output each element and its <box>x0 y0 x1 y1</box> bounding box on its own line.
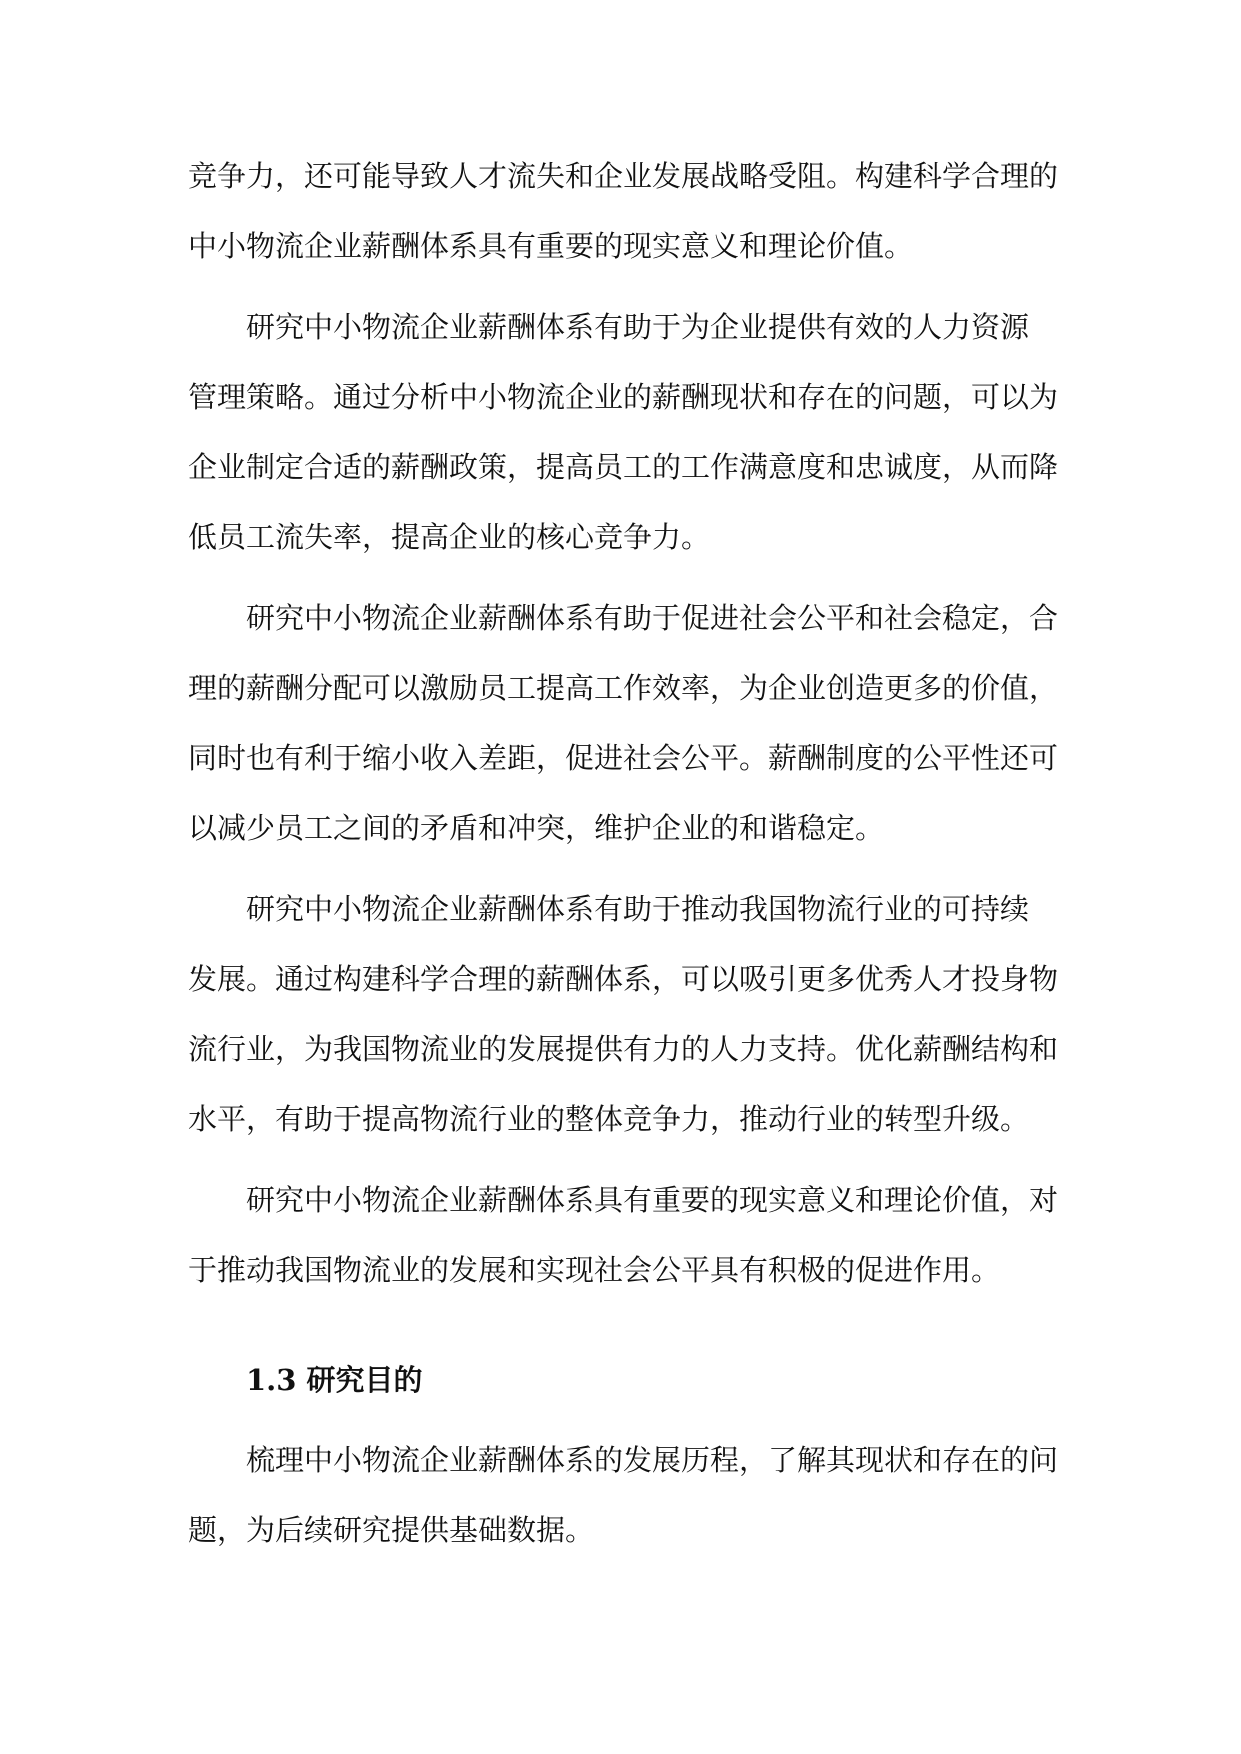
text-line: 流行业，为我国物流业的发展提供有力的人力支持。优化薪酬结构和 <box>188 1032 1059 1066</box>
paragraph <box>188 874 1060 1154</box>
section-gap <box>188 1411 1060 1425</box>
text-line: 研究中小物流企业薪酬体系有助于促进社会公平和社会稳定，合 <box>246 601 1059 635</box>
paragraph <box>188 1425 1060 1565</box>
text-line: 企业制定合适的薪酬政策，提高员工的工作满意度和忠诚度，从而降 <box>188 450 1059 484</box>
text-line: 管理策略。通过分析中小物流企业的薪酬现状和存在的问题，可以为 <box>188 380 1059 414</box>
paragraph-gap <box>188 1154 1060 1165</box>
paragraph <box>188 292 1060 572</box>
section-heading: 1.3 研究目的 <box>246 1363 423 1397</box>
text-line: 梳理中小物流企业薪酬体系的发展历程，了解其现状和存在的问 <box>246 1443 1059 1477</box>
text-line: 发展。通过构建科学合理的薪酬体系，可以吸引更多优秀人才投身物 <box>188 962 1059 996</box>
text-line: 理的薪酬分配可以激励员工提高工作效率，为企业创造更多的价值， <box>188 671 1059 705</box>
text-line: 同时也有利于缩小收入差距，促进社会公平。薪酬制度的公平性还可 <box>188 741 1059 775</box>
text-line: 水平，有助于提高物流行业的整体竞争力，推动行业的转型升级。 <box>188 1102 1030 1136</box>
paragraph-gap <box>188 863 1060 874</box>
text-line: 于推动我国物流业的发展和实现社会公平具有积极的促进作用。 <box>188 1253 1001 1287</box>
paragraph <box>188 583 1060 863</box>
text-line: 中小物流企业薪酬体系具有重要的现实意义和理论价值。 <box>188 229 914 263</box>
paragraph <box>188 141 1060 281</box>
text-line: 以减少员工之间的矛盾和冲突，维护企业的和谐稳定。 <box>188 811 885 845</box>
text-line: 竞争力，还可能导致人才流失和企业发展战略受阻。构建科学合理的 <box>188 159 1059 193</box>
text-line: 低员工流失率，提高企业的核心竞争力。 <box>188 520 711 554</box>
text-line: 研究中小物流企业薪酬体系具有重要的现实意义和理论价值，对 <box>246 1183 1059 1217</box>
paragraph-gap <box>188 281 1060 292</box>
paragraph-gap <box>188 572 1060 583</box>
paragraph <box>188 1165 1060 1305</box>
text-line: 题，为后续研究提供基础数据。 <box>188 1513 595 1547</box>
document-body <box>188 141 1060 1565</box>
section-gap <box>188 1305 1060 1349</box>
text-line: 研究中小物流企业薪酬体系有助于推动我国物流行业的可持续 <box>246 892 1030 926</box>
text-line: 研究中小物流企业薪酬体系有助于为企业提供有效的人力资源 <box>246 310 1030 344</box>
